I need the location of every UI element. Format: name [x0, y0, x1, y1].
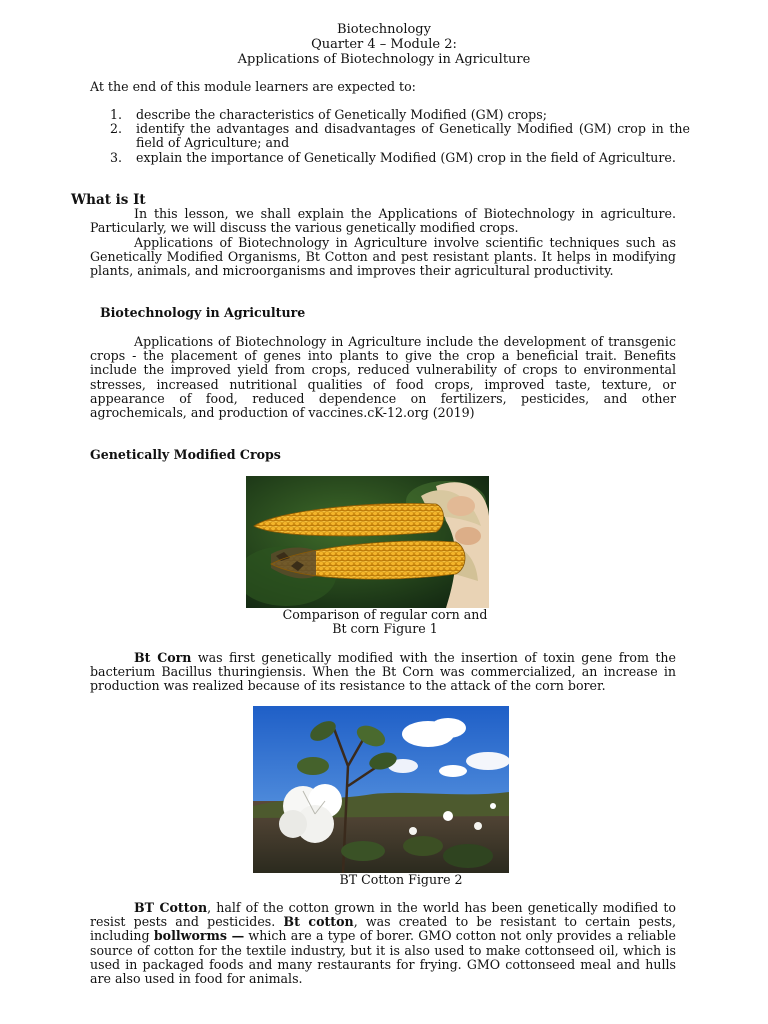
bt-corn-paragraph — [90, 651, 676, 694]
what-is-it-paragraph-2: Applications of Biotechnology in Agriculture involve scientific techniques such as Genetically Modified Organisms, Bt Cotton and pest resistant plants. It helps in modifying plants, animals, and microorganisms and improves their agricultural productivity. — [90, 235, 676, 279]
figure-1-caption — [250, 608, 520, 636]
what-is-it-paragraph-1: In this lesson, we shall explain the Applications of Biotechnology in agriculture. Particularly, we will discuss the various genetically modified crops. — [90, 206, 676, 236]
bollworms-term: bollworms — — [153, 928, 245, 944]
objective-text: explain the importance of Genetically Modified (GM) crop in the field of Agriculture. — [136, 149, 676, 165]
bt-cotton-text-1: , half of the cotton grown in the world has been genetically modified to resist pests and pesticides. — [90, 900, 676, 930]
figure-1-caption-line-2: Bt corn Figure 1 — [332, 621, 438, 637]
bt-cotton-text-2: , was created to be resistant to certain pests, including — [90, 914, 676, 944]
figure-1-caption-line-1: Comparison of regular corn and — [282, 607, 488, 622]
bt-corn-photo — [246, 476, 489, 608]
biotech-agriculture-paragraph: Applications of Biotechnology in Agriculture include the development of transgenic crops - the placement of genes into plants to give the crop a beneficial trait. Benefits include the improved yield from crops, reduced vulnerability of crops to environmental stresses, increased nutritional qualities of food crops, improved taste, texture, or appearance of food, reduced dependence on fertilizers, pesticides, and other agrochemicals, and production of vaccines.cK-12.org (2019) — [90, 334, 676, 421]
objective-text: identify the advantages and disadvantages of Genetically Modified (GM) crop in the field of Agriculture; and — [136, 121, 690, 151]
module-header — [0, 22, 768, 67]
objective-item — [110, 151, 690, 165]
intro-text: At the end of this module learners are expected to: — [90, 79, 416, 94]
what-is-it-heading: What is It — [71, 192, 146, 208]
bt-cotton-paragraph — [90, 901, 676, 986]
objective-item — [110, 122, 690, 150]
objectives-list — [110, 108, 690, 165]
bt-cotton-term-2: Bt cotton — [283, 914, 354, 930]
objective-number: 2. — [110, 121, 123, 137]
bt-cotton-text-3: which are a type of borer. GMO cotton not only provides a reliable source of cotton for the textile industry, but it is also used to make cottonseed oil, which is used in packaged foods and many restaurants for frying. GMO cottonseed meal and hulls are also used in food for animals. — [90, 928, 676, 987]
corn-illustration — [246, 476, 489, 608]
biotech-agriculture-heading: Biotechnology in Agriculture — [100, 305, 306, 320]
gm-crops-heading: Genetically Modified Crops — [90, 447, 281, 462]
module-title: Applications of Biotechnology in Agriculture — [237, 52, 531, 67]
bt-corn-text: was first genetically modified with the insertion of toxin gene from the bacterium Bacillus thuringiensis. When the Bt Corn was commercialized, an increase in production was realized because of its resistance to the attack of the corn borer. — [90, 650, 676, 694]
objective-item — [110, 108, 690, 122]
cotton-illustration — [253, 706, 509, 873]
figure-2-caption: BT Cotton Figure 2 — [339, 872, 463, 887]
subject-title: Biotechnology — [337, 22, 431, 37]
bt-corn-term: Bt Corn — [134, 650, 192, 665]
objective-number: 1. — [110, 107, 123, 122]
quarter-title: Quarter 4 – Module 2: — [311, 37, 457, 52]
bt-cotton-term: BT Cotton — [134, 900, 208, 915]
objective-number: 3. — [110, 149, 123, 165]
bt-cotton-photo — [253, 706, 509, 873]
objective-text: describe the characteristics of Genetically Modified (GM) crops; — [136, 107, 547, 122]
